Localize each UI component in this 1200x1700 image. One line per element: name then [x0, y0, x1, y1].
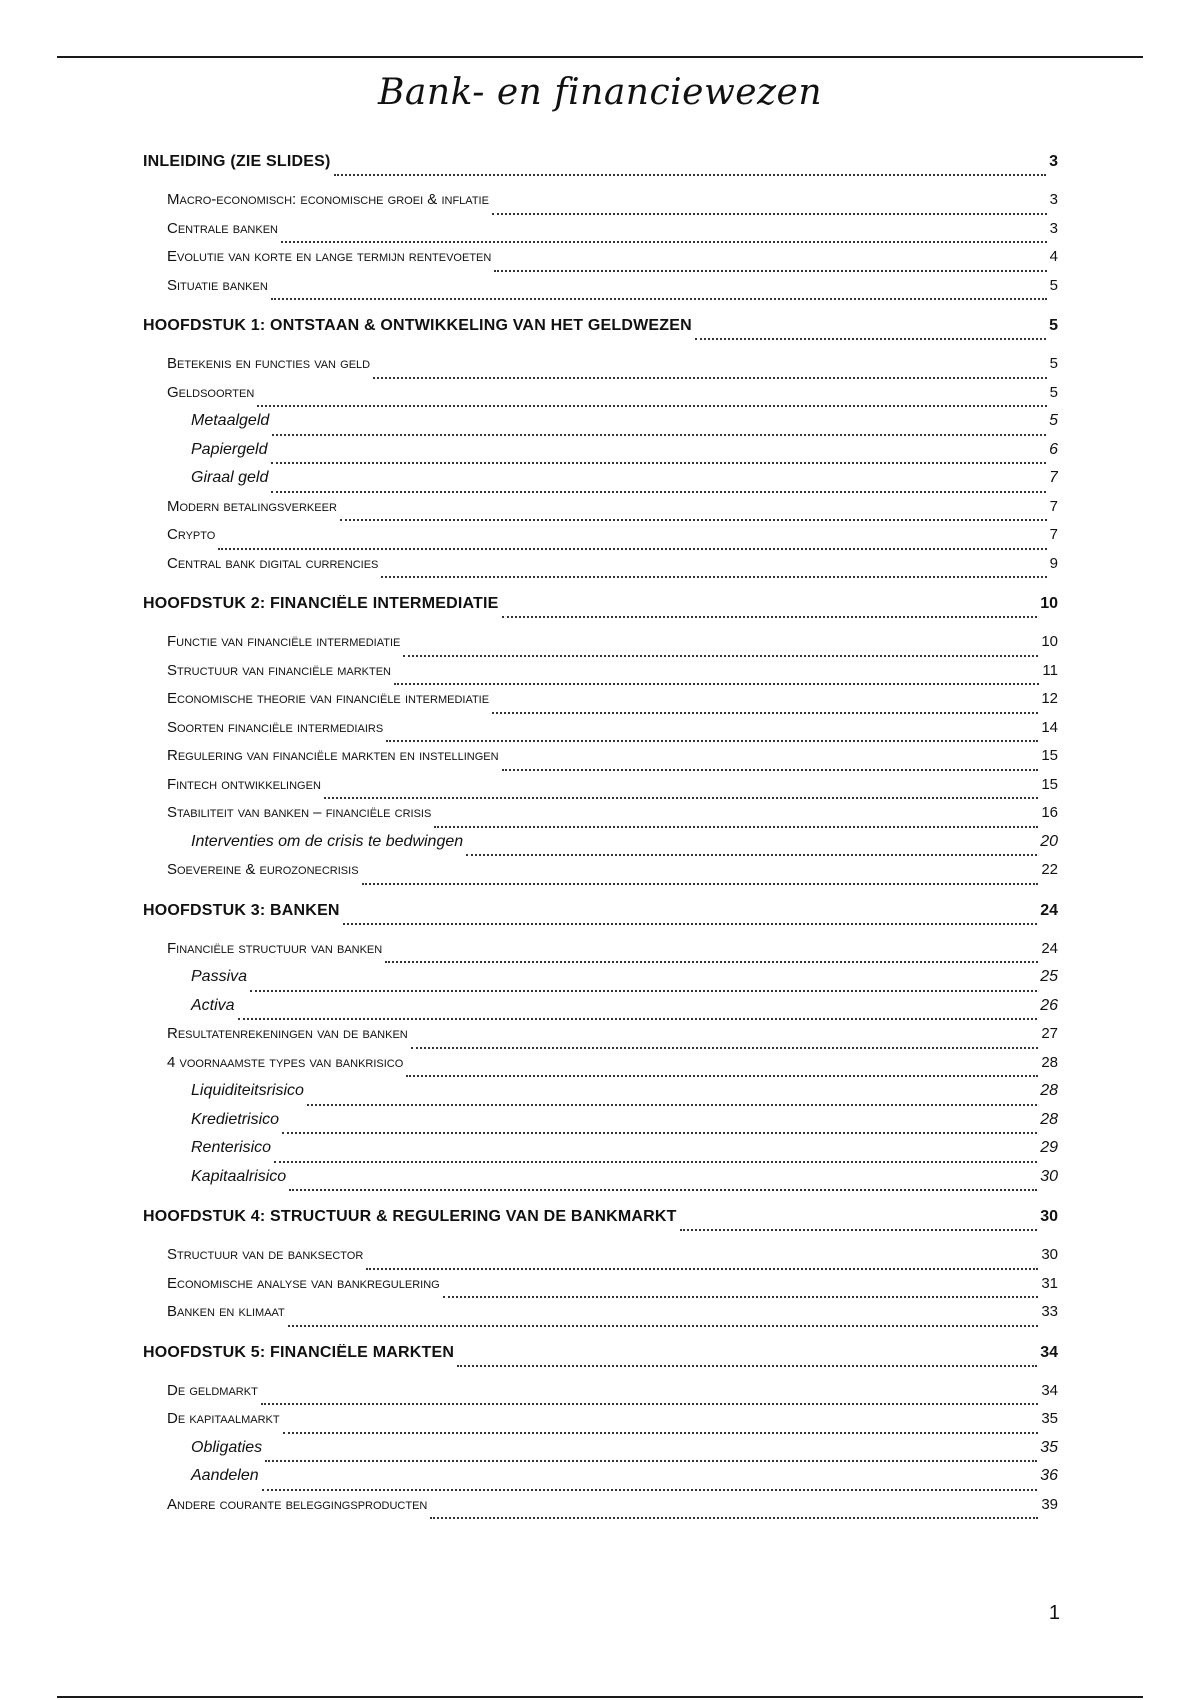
- toc-entry-page: 30: [1040, 1167, 1058, 1185]
- dot-leader: [282, 1132, 1037, 1134]
- toc-entry-page: 11: [1042, 661, 1058, 679]
- toc-chapter-entry[interactable]: [143, 595, 1058, 623]
- toc-entry-label: Economische theorie van financiële intermediatie: [167, 690, 490, 707]
- dot-leader: [466, 854, 1037, 856]
- toc-subsection-entry[interactable]: [143, 1082, 1058, 1111]
- toc-subsection-entry[interactable]: [143, 833, 1058, 862]
- toc-entry-label: Centrale banken: [167, 219, 278, 237]
- toc-entry-label: Crypto: [167, 526, 216, 543]
- dot-leader: [381, 576, 1046, 578]
- dot-leader: [265, 1460, 1037, 1462]
- dot-leader: [406, 1075, 1038, 1077]
- toc-entry-page: 5: [1049, 412, 1058, 429]
- toc-entry-page: 9: [1049, 554, 1058, 572]
- toc-entry-label: Functie van financiële intermediatie: [167, 633, 401, 650]
- bottom-rule: [57, 1696, 1143, 1698]
- toc-entry-label: Giraal geld: [191, 469, 269, 486]
- toc-entry-page: 33: [1041, 1303, 1058, 1320]
- dot-leader: [492, 213, 1047, 215]
- toc-section-entry[interactable]: [143, 526, 1058, 555]
- dot-leader: [394, 683, 1039, 685]
- dot-leader: [494, 270, 1046, 272]
- toc-entry-label: Evolutie van korte en lange termijn rentevoeten: [167, 248, 492, 265]
- toc-entry-label: Kapitaalrisico: [191, 1167, 287, 1185]
- dot-leader: [492, 712, 1038, 714]
- toc-section-entry[interactable]: [143, 555, 1058, 584]
- toc-entry-page: 4: [1049, 248, 1058, 265]
- toc-section-entry[interactable]: [143, 277, 1058, 306]
- toc-subsection-entry[interactable]: [143, 1467, 1058, 1496]
- dot-leader: [261, 1403, 1039, 1405]
- toc-entry-label: Andere courante beleggingsproducten: [167, 1495, 428, 1513]
- dot-leader: [457, 1365, 1037, 1367]
- toc-entry-label: Soevereine & eurozonecrisis: [167, 861, 359, 878]
- toc-section-entry[interactable]: [143, 633, 1058, 662]
- toc-entry-page: 36: [1040, 1467, 1058, 1484]
- dot-leader: [238, 1018, 1038, 1020]
- toc-entry-label: Financiële structuur van banken: [167, 939, 383, 957]
- toc-entry-page: 30: [1040, 1208, 1058, 1225]
- toc-section-entry[interactable]: [143, 220, 1058, 249]
- toc-subsection-entry[interactable]: [143, 412, 1058, 441]
- toc-entry-page: 5: [1049, 355, 1058, 372]
- toc-entry-page: 28: [1040, 1110, 1058, 1128]
- toc-entry-label: HOOFDSTUK 5: FINANCIËLE MARKTEN: [143, 1343, 455, 1361]
- toc-entry-label: Stabiliteit van banken – financiële crisis: [167, 804, 432, 821]
- toc-section-entry[interactable]: [143, 1303, 1058, 1332]
- dot-leader: [343, 923, 1038, 925]
- toc-chapter-entry[interactable]: [143, 153, 1058, 181]
- toc-entry-label: Kredietrisico: [191, 1110, 280, 1128]
- toc-entry-label: Macro-economisch: economische groei & inflatie: [167, 191, 489, 208]
- toc-subsection-entry[interactable]: [143, 441, 1058, 470]
- toc-entry-label: Fintech ontwikkelingen: [167, 775, 321, 793]
- toc-section-entry[interactable]: [143, 776, 1058, 805]
- toc-entry-label: INLEIDING (ZIE SLIDES): [143, 153, 331, 170]
- dot-leader: [218, 548, 1046, 550]
- toc-entry-page: 7: [1049, 469, 1058, 486]
- toc-section-entry[interactable]: [143, 719, 1058, 748]
- toc-section-entry[interactable]: [143, 690, 1058, 719]
- toc-entry-page: 3: [1049, 219, 1058, 237]
- dot-leader: [680, 1229, 1038, 1231]
- dot-leader: [695, 338, 1046, 340]
- toc-entry-label: Economische analyse van bankregulering: [167, 1274, 440, 1292]
- toc-entry-label: Betekenis en functies van geld: [167, 355, 371, 372]
- toc-entry-page: 14: [1041, 718, 1058, 736]
- toc-entry-label: Aandelen: [191, 1467, 259, 1484]
- toc-entry-label: Structuur van de banksector: [167, 1246, 364, 1263]
- top-rule: [57, 56, 1143, 58]
- toc-section-entry[interactable]: [143, 498, 1058, 527]
- toc-entry-page: 31: [1041, 1274, 1058, 1292]
- dot-leader: [274, 1161, 1037, 1163]
- dot-leader: [271, 298, 1047, 300]
- toc-entry-page: 35: [1041, 1410, 1058, 1427]
- toc-entry-page: 5: [1049, 276, 1058, 294]
- toc-section-entry[interactable]: [143, 384, 1058, 413]
- toc-subsection-entry[interactable]: [143, 1111, 1058, 1140]
- toc-section-entry[interactable]: [143, 1025, 1058, 1054]
- dot-leader: [386, 740, 1038, 742]
- toc-entry-page: 39: [1041, 1495, 1058, 1513]
- toc-subsection-entry[interactable]: [143, 1168, 1058, 1197]
- toc-section-entry[interactable]: [143, 1054, 1058, 1083]
- toc-subsection-entry[interactable]: [143, 1139, 1058, 1168]
- toc-entry-page: 25: [1040, 968, 1058, 985]
- toc-chapter-entry[interactable]: [143, 902, 1058, 930]
- toc-subsection-entry[interactable]: [143, 469, 1058, 498]
- dot-leader: [403, 655, 1038, 657]
- toc-entry-page: 24: [1041, 939, 1058, 957]
- toc-entry-label: Modern betalingsverkeer: [167, 497, 337, 515]
- dot-leader: [434, 826, 1038, 828]
- toc-entry-page: 3: [1049, 191, 1058, 208]
- dot-leader: [257, 405, 1046, 407]
- toc-entry-label: Liquiditeitsrisico: [191, 1082, 304, 1099]
- toc-subsection-entry[interactable]: [143, 968, 1058, 997]
- toc-section-entry[interactable]: [143, 747, 1058, 776]
- dot-leader: [250, 990, 1037, 992]
- toc-section-entry[interactable]: [143, 804, 1058, 833]
- toc-entry-page: 12: [1041, 690, 1058, 707]
- page-number: 1: [1048, 1602, 1060, 1624]
- toc-entry-page: 34: [1041, 1381, 1058, 1399]
- toc-entry-page: 30: [1041, 1246, 1058, 1263]
- toc-entry-label: Renterisico: [191, 1139, 272, 1156]
- toc-chapter-entry[interactable]: [143, 317, 1058, 345]
- dot-leader: [502, 616, 1038, 618]
- toc-entry-page: 5: [1049, 317, 1058, 334]
- dot-leader: [283, 1432, 1039, 1434]
- toc-section-entry[interactable]: [143, 191, 1058, 220]
- dot-leader: [430, 1517, 1038, 1519]
- toc-entry-page: 26: [1040, 996, 1058, 1014]
- toc-entry-page: 20: [1040, 832, 1058, 850]
- toc-section-entry[interactable]: [143, 1246, 1058, 1275]
- toc-entry-page: 24: [1040, 901, 1058, 919]
- toc-entry-label: Regulering van financiële markten en instellingen: [167, 747, 499, 764]
- toc-section-entry[interactable]: [143, 1496, 1058, 1525]
- toc-entry-label: De geldmarkt: [167, 1381, 258, 1399]
- dot-leader: [281, 241, 1047, 243]
- toc-entry-label: HOOFDSTUK 2: FINANCIËLE INTERMEDIATIE: [143, 595, 499, 612]
- dot-leader: [262, 1489, 1038, 1491]
- toc-entry-label: Situatie banken: [167, 276, 268, 294]
- dot-leader: [272, 434, 1046, 436]
- dot-leader: [411, 1047, 1039, 1049]
- toc-entry-page: 28: [1040, 1082, 1058, 1099]
- dot-leader: [373, 377, 1047, 379]
- toc-section-entry[interactable]: [143, 1410, 1058, 1439]
- toc-section-entry[interactable]: [143, 861, 1058, 890]
- toc-entry-page: 6: [1049, 440, 1058, 458]
- dot-leader: [443, 1296, 1039, 1298]
- toc-entry-label: Resultatenrekeningen van de banken: [167, 1025, 408, 1042]
- dot-leader: [334, 174, 1047, 176]
- toc-entry-label: Metaalgeld: [191, 412, 270, 429]
- dot-leader: [366, 1268, 1038, 1270]
- toc-entry-page: 22: [1041, 861, 1058, 878]
- toc-entry-page: 29: [1040, 1139, 1058, 1156]
- toc-section-entry[interactable]: [143, 1275, 1058, 1304]
- toc-section-entry[interactable]: [143, 248, 1058, 277]
- toc-entry-page: 7: [1049, 497, 1058, 515]
- dot-leader: [271, 491, 1046, 493]
- toc-section-entry[interactable]: [143, 940, 1058, 969]
- toc-entry-label: De kapitaalmarkt: [167, 1410, 280, 1427]
- toc-entry-page: 5: [1049, 383, 1058, 401]
- toc-entry-label: Papiergeld: [191, 440, 268, 458]
- toc-entry-label: Passiva: [191, 968, 248, 985]
- toc-entry-label: HOOFDSTUK 1: ONTSTAAN & ONTWIKKELING VAN HET GELDWEZEN: [143, 317, 692, 334]
- dot-leader: [271, 462, 1047, 464]
- toc-entry-label: Banken en klimaat: [167, 1303, 285, 1320]
- toc-chapter-entry[interactable]: [143, 1344, 1058, 1372]
- toc-entry-page: 27: [1041, 1025, 1058, 1042]
- toc-section-entry[interactable]: [143, 355, 1058, 384]
- toc-subsection-entry[interactable]: [143, 1439, 1058, 1468]
- dot-leader: [288, 1325, 1039, 1327]
- toc-entry-label: Obligaties: [191, 1438, 263, 1456]
- toc-entry-label: Geldsoorten: [167, 383, 255, 401]
- toc-entry-label: 4 voornaamste types van bankrisico: [167, 1053, 404, 1071]
- toc-chapter-entry[interactable]: [143, 1208, 1058, 1236]
- document-title: Bank- en financiewezen: [377, 72, 823, 113]
- toc-entry-page: 3: [1049, 153, 1058, 170]
- dot-leader: [362, 883, 1039, 885]
- toc-entry-page: 34: [1040, 1343, 1058, 1361]
- toc-entry-page: 7: [1049, 526, 1058, 543]
- dot-leader: [340, 519, 1047, 521]
- toc-entry-page: 16: [1041, 804, 1058, 821]
- dot-leader: [502, 769, 1039, 771]
- toc-entry-page: 10: [1041, 633, 1058, 650]
- toc-entry-page: 10: [1040, 595, 1058, 612]
- toc-entry-label: Central bank digital currencies: [167, 554, 379, 572]
- toc-entry-label: HOOFDSTUK 3: BANKEN: [143, 901, 340, 919]
- toc-section-entry[interactable]: [143, 1382, 1058, 1411]
- toc-entry-page: 35: [1040, 1438, 1058, 1456]
- dot-leader: [385, 961, 1038, 963]
- toc-subsection-entry[interactable]: [143, 997, 1058, 1026]
- toc-entry-page: 15: [1041, 775, 1058, 793]
- toc-section-entry[interactable]: [143, 662, 1058, 691]
- toc-entry-label: Soorten financiële intermediairs: [167, 718, 384, 736]
- toc-entry-label: Interventies om de crisis te bedwingen: [191, 832, 464, 850]
- toc-entry-page: 28: [1041, 1053, 1058, 1071]
- toc-entry-label: HOOFDSTUK 4: STRUCTUUR & REGULERING VAN DE BANKMARKT: [143, 1208, 677, 1225]
- table-of-contents: [143, 153, 1058, 1524]
- dot-leader: [307, 1104, 1037, 1106]
- toc-entry-label: Structuur van financiële markten: [167, 661, 391, 679]
- dot-leader: [324, 797, 1038, 799]
- toc-entry-page: 15: [1041, 747, 1058, 764]
- dot-leader: [289, 1189, 1037, 1191]
- toc-entry-label: Activa: [191, 996, 235, 1014]
